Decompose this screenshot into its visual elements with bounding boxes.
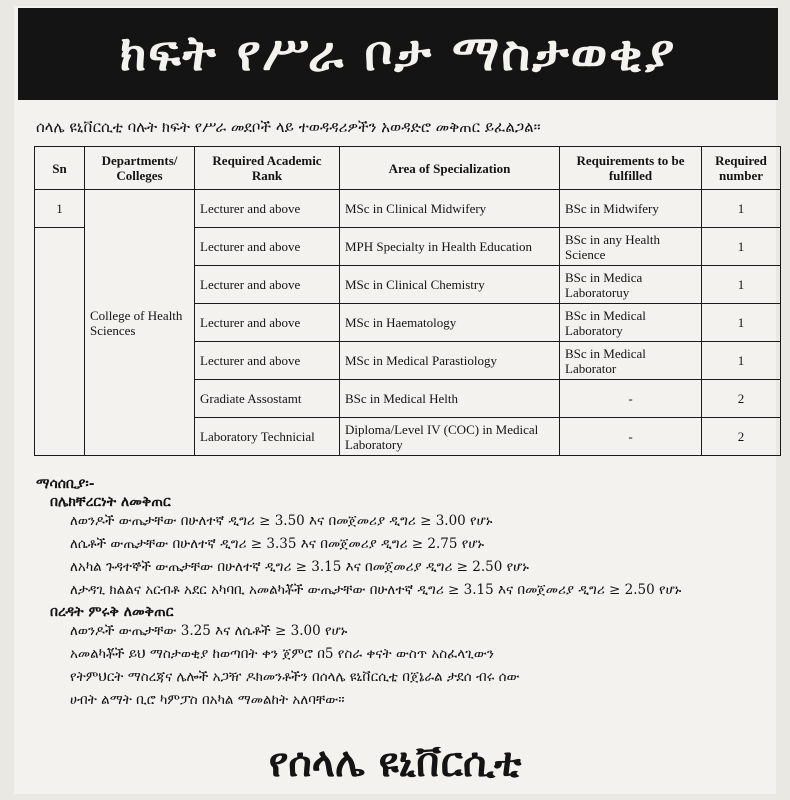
banner <box>18 8 778 100</box>
lecturer-heading: በሌክቸረርነት ለመቅጠር <box>50 494 171 510</box>
table-header-row <box>35 147 781 190</box>
area-cell: MSc in Clinical Chemistry <box>340 266 560 304</box>
requirement-cell: BSc in Medica Laboratoruy <box>560 266 702 304</box>
header-requirements: Requirements to be fulfilled <box>560 147 702 190</box>
requirement-cell: BSc in any Health Science <box>560 228 702 266</box>
note-line: የትምህርት ማስረጃና ሌሎች አጋዥ ዶክመንቶችን በሰላሌ ዩኒቨርሲቲ በጀኔራል ታደሰ ብሩ ሰው <box>70 669 520 685</box>
area-cell: MSc in Medical Parastiology <box>340 342 560 380</box>
requirement-cell: BSc in Midwifery <box>560 190 702 228</box>
rank-cell: Lecturer and above <box>195 190 340 228</box>
rank-cell: Laboratory Technicial <box>195 418 340 456</box>
college-cell: College of Health Sciences <box>85 190 195 456</box>
table-row <box>35 190 781 228</box>
number-cell: 2 <box>702 380 781 418</box>
notes-section <box>36 476 786 712</box>
note-line: ሀብት ልማት ቢሮ ካምፓስ በአካል ማመልከት አለባቸው። <box>70 692 345 708</box>
number-cell: 1 <box>702 304 781 342</box>
number-cell: 1 <box>702 190 781 228</box>
header-departments: Departments/ Colleges <box>85 147 195 190</box>
area-cell: MPH Specialty in Health Education <box>340 228 560 266</box>
rank-cell: Lecturer and above <box>195 266 340 304</box>
note-line: ለወንዶች ውጤታቸው በሁለተኛ ዲግሪ ≥ 3.50 እና በመጀመሪያ ዲግሪ ≥ 3.00 የሆኑ <box>70 513 493 529</box>
number-cell: 1 <box>702 266 781 304</box>
area-cell: MSc in Haematology <box>340 304 560 342</box>
rank-cell: Lecturer and above <box>195 304 340 342</box>
number-cell: 2 <box>702 418 781 456</box>
note-line: ለታዳጊ ክልልና አርብቶ አደር አካባቢ አመልካቾች ውጤታቸው በሁለተኛ ዲግሪ ≥ 3.15 እና በመጀመሪያ ዲግሪ ≥ 2.50 የሆኑ <box>70 582 682 598</box>
banner-title: ክፍት የሥራ ቦታ ማስታወቂያ <box>119 25 677 82</box>
sn-cell: 1 <box>35 190 85 228</box>
number-cell: 1 <box>702 342 781 380</box>
number-cell: 1 <box>702 228 781 266</box>
rank-cell: Gradiate Assostamt <box>195 380 340 418</box>
note-line: ለሴቶች ውጤታቸው በሁለተኛ ዲግሪ ≥ 3.35 እና በመጀመሪያ ዲግሪ ≥ 2.75 የሆኑ <box>70 536 485 552</box>
rank-cell: Lecturer and above <box>195 228 340 266</box>
sn-cell-empty <box>35 228 85 456</box>
header-area: Area of Specialization <box>340 147 560 190</box>
area-cell: BSc in Medical Helth <box>340 380 560 418</box>
header-sn: Sn <box>35 147 85 190</box>
area-cell: MSc in Clinical Midwifery <box>340 190 560 228</box>
note-line: አመልካቾች ይህ ማስታወቂያ ከወጣበት ቀን ጀምሮ በ5 የስራ ቀናት ውስጥ አስፈላጊውን <box>70 646 494 662</box>
vacancy-table <box>34 146 781 456</box>
note-line: ለአካል ጉዳተኞች ውጤታቸው በሁለተኛ ዲግሪ ≥ 3.15 እና በመጀመሪያ ዲግሪ ≥ 2.50 የሆኑ <box>70 559 529 575</box>
requirement-cell: - <box>560 380 702 418</box>
footer-signature: የሰላሌ ዩኒቨርሲቲ <box>268 740 522 786</box>
requirement-cell: - <box>560 418 702 456</box>
requirement-cell: BSc in Medical Laboratory <box>560 304 702 342</box>
note-line: ለወንዶች ውጤታቸው 3.25 እና ለሴቶች ≥ 3.00 የሆኑ <box>70 623 348 639</box>
area-cell: Diploma/Level IV (COC) in Medical Laboratory <box>340 418 560 456</box>
rank-cell: Lecturer and above <box>195 342 340 380</box>
notes-heading: ማሳሰቢያ፡- <box>36 476 95 492</box>
intro-text: ሰላሌ ዩኒቨርሲቲ ባሉት ክፍት የሥራ መደቦች ላይ ተወዳዳሪዎችን አወዳድሮ መቅጠር ይፈልጋል። <box>36 118 541 136</box>
requirement-cell: BSc in Medical Laborator <box>560 342 702 380</box>
assistant-heading: በረዳት ምሩቅ ለመቅጠር <box>50 604 174 620</box>
header-academic-rank: Required Academic Rank <box>195 147 340 190</box>
header-required-number: Required number <box>702 147 781 190</box>
